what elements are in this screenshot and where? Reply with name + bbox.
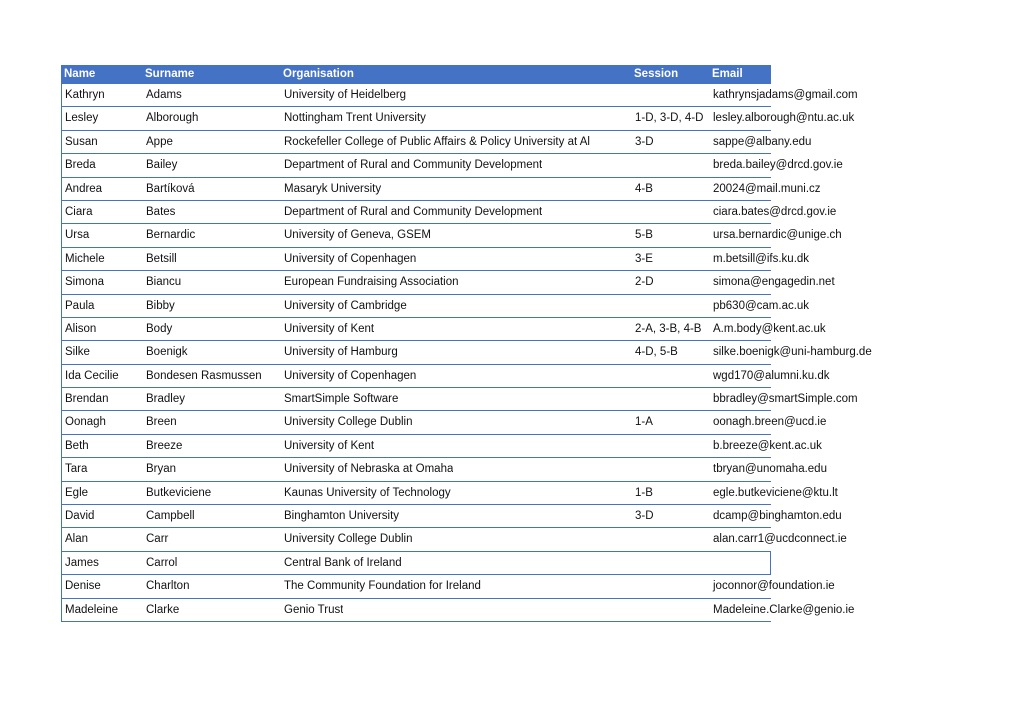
table-row <box>61 178 821 201</box>
cell-organisation: Rockefeller College of Public Affairs & Policy University at Al <box>284 135 590 148</box>
cell-surname: Adams <box>146 89 182 101</box>
cell-organisation: Department of Rural and Community Development <box>284 159 543 172</box>
cell-session: 1-A <box>635 416 653 429</box>
cell-session: 1-D, 3-D, 4-D <box>635 112 704 125</box>
cell-email: egle.butkeviciene@ktu.lt <box>713 486 838 499</box>
cell-organisation: European Fundraising Association <box>284 276 459 289</box>
cell-organisation: Kaunas University of Technology <box>284 486 451 499</box>
table-row <box>61 482 838 505</box>
cell-email: joconnor@foundation.ie <box>713 580 835 593</box>
cell-name: Breda <box>65 159 96 172</box>
cell-email: lesley.alborough@ntu.ac.uk <box>713 112 855 125</box>
cell-email: b.breeze@kent.ac.uk <box>713 439 822 452</box>
cell-surname: Carr <box>146 533 169 546</box>
cell-surname: Betsill <box>146 252 177 265</box>
cell-surname: Bryan <box>146 463 177 476</box>
table-row <box>61 365 830 388</box>
cell-email: oonagh.breen@ucd.ie <box>713 416 827 429</box>
cell-session: 1-B <box>635 486 653 499</box>
cell-surname: Campbell <box>146 510 195 523</box>
cell-surname: Bradley <box>146 393 185 406</box>
cell-name: Egle <box>65 486 89 499</box>
cell-session: 4-D, 5-B <box>635 346 678 359</box>
cell-organisation: The Community Foundation for Ireland <box>284 580 481 593</box>
cell-session: 3-D <box>635 135 654 148</box>
cell-name: Kathryn <box>65 89 105 101</box>
cell-organisation: Masaryk University <box>284 182 382 195</box>
cell-name: Tara <box>65 463 88 476</box>
table-row <box>61 295 810 318</box>
cell-email: simona@engagedin.net <box>713 276 835 289</box>
cell-organisation: Binghamton University <box>284 510 400 523</box>
table-row <box>61 458 827 481</box>
cell-name: Simona <box>65 276 104 289</box>
cell-email: A.m.body@kent.ac.uk <box>713 322 826 335</box>
table-row <box>61 411 827 434</box>
cell-email: bbradley@smartSimple.com <box>713 393 858 406</box>
table-row <box>61 388 858 411</box>
cell-name: Ciara <box>65 205 93 218</box>
cell-organisation: University of Copenhagen <box>284 252 417 265</box>
table-row <box>61 552 771 575</box>
participants-table <box>61 65 872 622</box>
table-row <box>61 224 842 247</box>
table-row <box>61 435 822 458</box>
cell-email: ursa.bernardic@unige.ch <box>713 229 842 242</box>
cell-name: Ursa <box>65 229 90 242</box>
cell-surname: Butkeviciene <box>146 486 212 499</box>
cell-name: Oonagh <box>65 416 106 429</box>
cell-surname: Appe <box>146 135 173 148</box>
cell-surname: Body <box>146 322 173 335</box>
cell-email: m.betsill@ifs.ku.dk <box>713 252 810 265</box>
table-row <box>61 107 855 130</box>
cell-organisation: University of Cambridge <box>284 299 407 312</box>
cell-email: pb630@cam.ac.uk <box>713 299 810 312</box>
cell-surname: Alborough <box>146 112 199 125</box>
cell-email: tbryan@unomaha.edu <box>713 463 827 476</box>
header-organisation: Organisation <box>283 68 354 80</box>
table-body <box>61 84 872 622</box>
table-row <box>61 271 835 294</box>
table-row <box>61 248 810 271</box>
cell-organisation: Department of Rural and Community Development <box>284 205 543 218</box>
cell-name: Lesley <box>65 112 99 125</box>
cell-session: 2-D <box>635 276 654 289</box>
cell-email: sappe@albany.edu <box>713 135 812 148</box>
table-row <box>61 201 837 224</box>
cell-email: ciara.bates@drcd.gov.ie <box>713 205 837 218</box>
cell-organisation: University of Copenhagen <box>284 369 417 382</box>
cell-session: 5-B <box>635 229 653 242</box>
cell-session: 3-D <box>635 510 654 523</box>
cell-surname: Bibby <box>146 299 175 312</box>
cell-name: James <box>65 556 99 569</box>
cell-organisation: Genio Trust <box>284 603 344 616</box>
cell-organisation: University of Hamburg <box>284 346 398 359</box>
cell-session: 2-A, 3-B, 4-B <box>635 322 702 335</box>
cell-email: kathrynsjadams@gmail.com <box>713 89 858 101</box>
cell-name: Alan <box>65 533 89 546</box>
cell-name: Alison <box>65 322 97 335</box>
table-row <box>61 599 855 622</box>
cell-organisation: University of Geneva, GSEM <box>284 229 431 242</box>
cell-surname: Biancu <box>146 276 182 289</box>
cell-organisation: University College Dublin <box>284 533 413 546</box>
cell-name: Silke <box>65 346 90 359</box>
cell-email: dcamp@binghamton.edu <box>713 510 842 523</box>
cell-email: alan.carr1@ucdconnect.ie <box>713 533 847 546</box>
cell-surname: Breen <box>146 416 177 429</box>
cell-name: Ida Cecilie <box>65 369 119 382</box>
header-surname: Surname <box>145 68 195 80</box>
header-name: Name <box>64 68 96 80</box>
table-row <box>61 575 835 598</box>
table-row <box>61 341 872 364</box>
cell-surname: Breeze <box>146 439 183 452</box>
cell-session: 3-E <box>635 252 653 265</box>
table-row <box>61 154 843 177</box>
cell-surname: Clarke <box>146 603 180 616</box>
table-header <box>61 65 771 84</box>
cell-organisation: University College Dublin <box>284 416 413 429</box>
cell-surname: Charlton <box>146 580 190 593</box>
cell-surname: Bondesen Rasmussen <box>146 369 262 382</box>
cell-name: Denise <box>65 580 101 593</box>
cell-organisation: University of Kent <box>284 322 375 335</box>
table-row <box>61 84 858 107</box>
cell-organisation: Central Bank of Ireland <box>284 556 402 569</box>
cell-organisation: SmartSimple Software <box>284 393 399 406</box>
cell-email: silke.boenigk@uni-hamburg.de <box>713 346 872 359</box>
cell-name: Andrea <box>65 182 103 195</box>
table-row <box>61 131 812 154</box>
cell-email: breda.bailey@drcd.gov.ie <box>713 159 843 172</box>
table-row <box>61 318 826 341</box>
cell-name: Madeleine <box>65 603 119 616</box>
cell-surname: Bernardic <box>146 229 196 242</box>
cell-surname: Bailey <box>146 159 178 172</box>
cell-email: wgd170@alumni.ku.dk <box>713 369 830 382</box>
cell-organisation: University of Heidelberg <box>284 89 407 101</box>
header-email: Email <box>712 68 743 80</box>
cell-name: Michele <box>65 252 105 265</box>
cell-session: 4-B <box>635 182 653 195</box>
cell-surname: Bates <box>146 205 176 218</box>
cell-name: Brendan <box>65 393 109 406</box>
table-row <box>61 528 847 551</box>
cell-organisation: University of Nebraska at Omaha <box>284 463 454 476</box>
cell-name: David <box>65 510 95 523</box>
cell-name: Beth <box>65 439 89 452</box>
cell-surname: Carrol <box>146 556 178 569</box>
cell-organisation: University of Kent <box>284 439 375 452</box>
cell-surname: Bartíková <box>146 182 195 195</box>
header-session: Session <box>634 68 679 80</box>
cell-email: 20024@mail.muni.cz <box>713 182 821 195</box>
cell-name: Paula <box>65 299 95 312</box>
cell-surname: Boenigk <box>146 346 188 359</box>
table-row <box>61 505 842 528</box>
cell-organisation: Nottingham Trent University <box>284 112 426 125</box>
cell-name: Susan <box>65 135 98 148</box>
cell-email: Madeleine.Clarke@genio.ie <box>713 603 855 616</box>
